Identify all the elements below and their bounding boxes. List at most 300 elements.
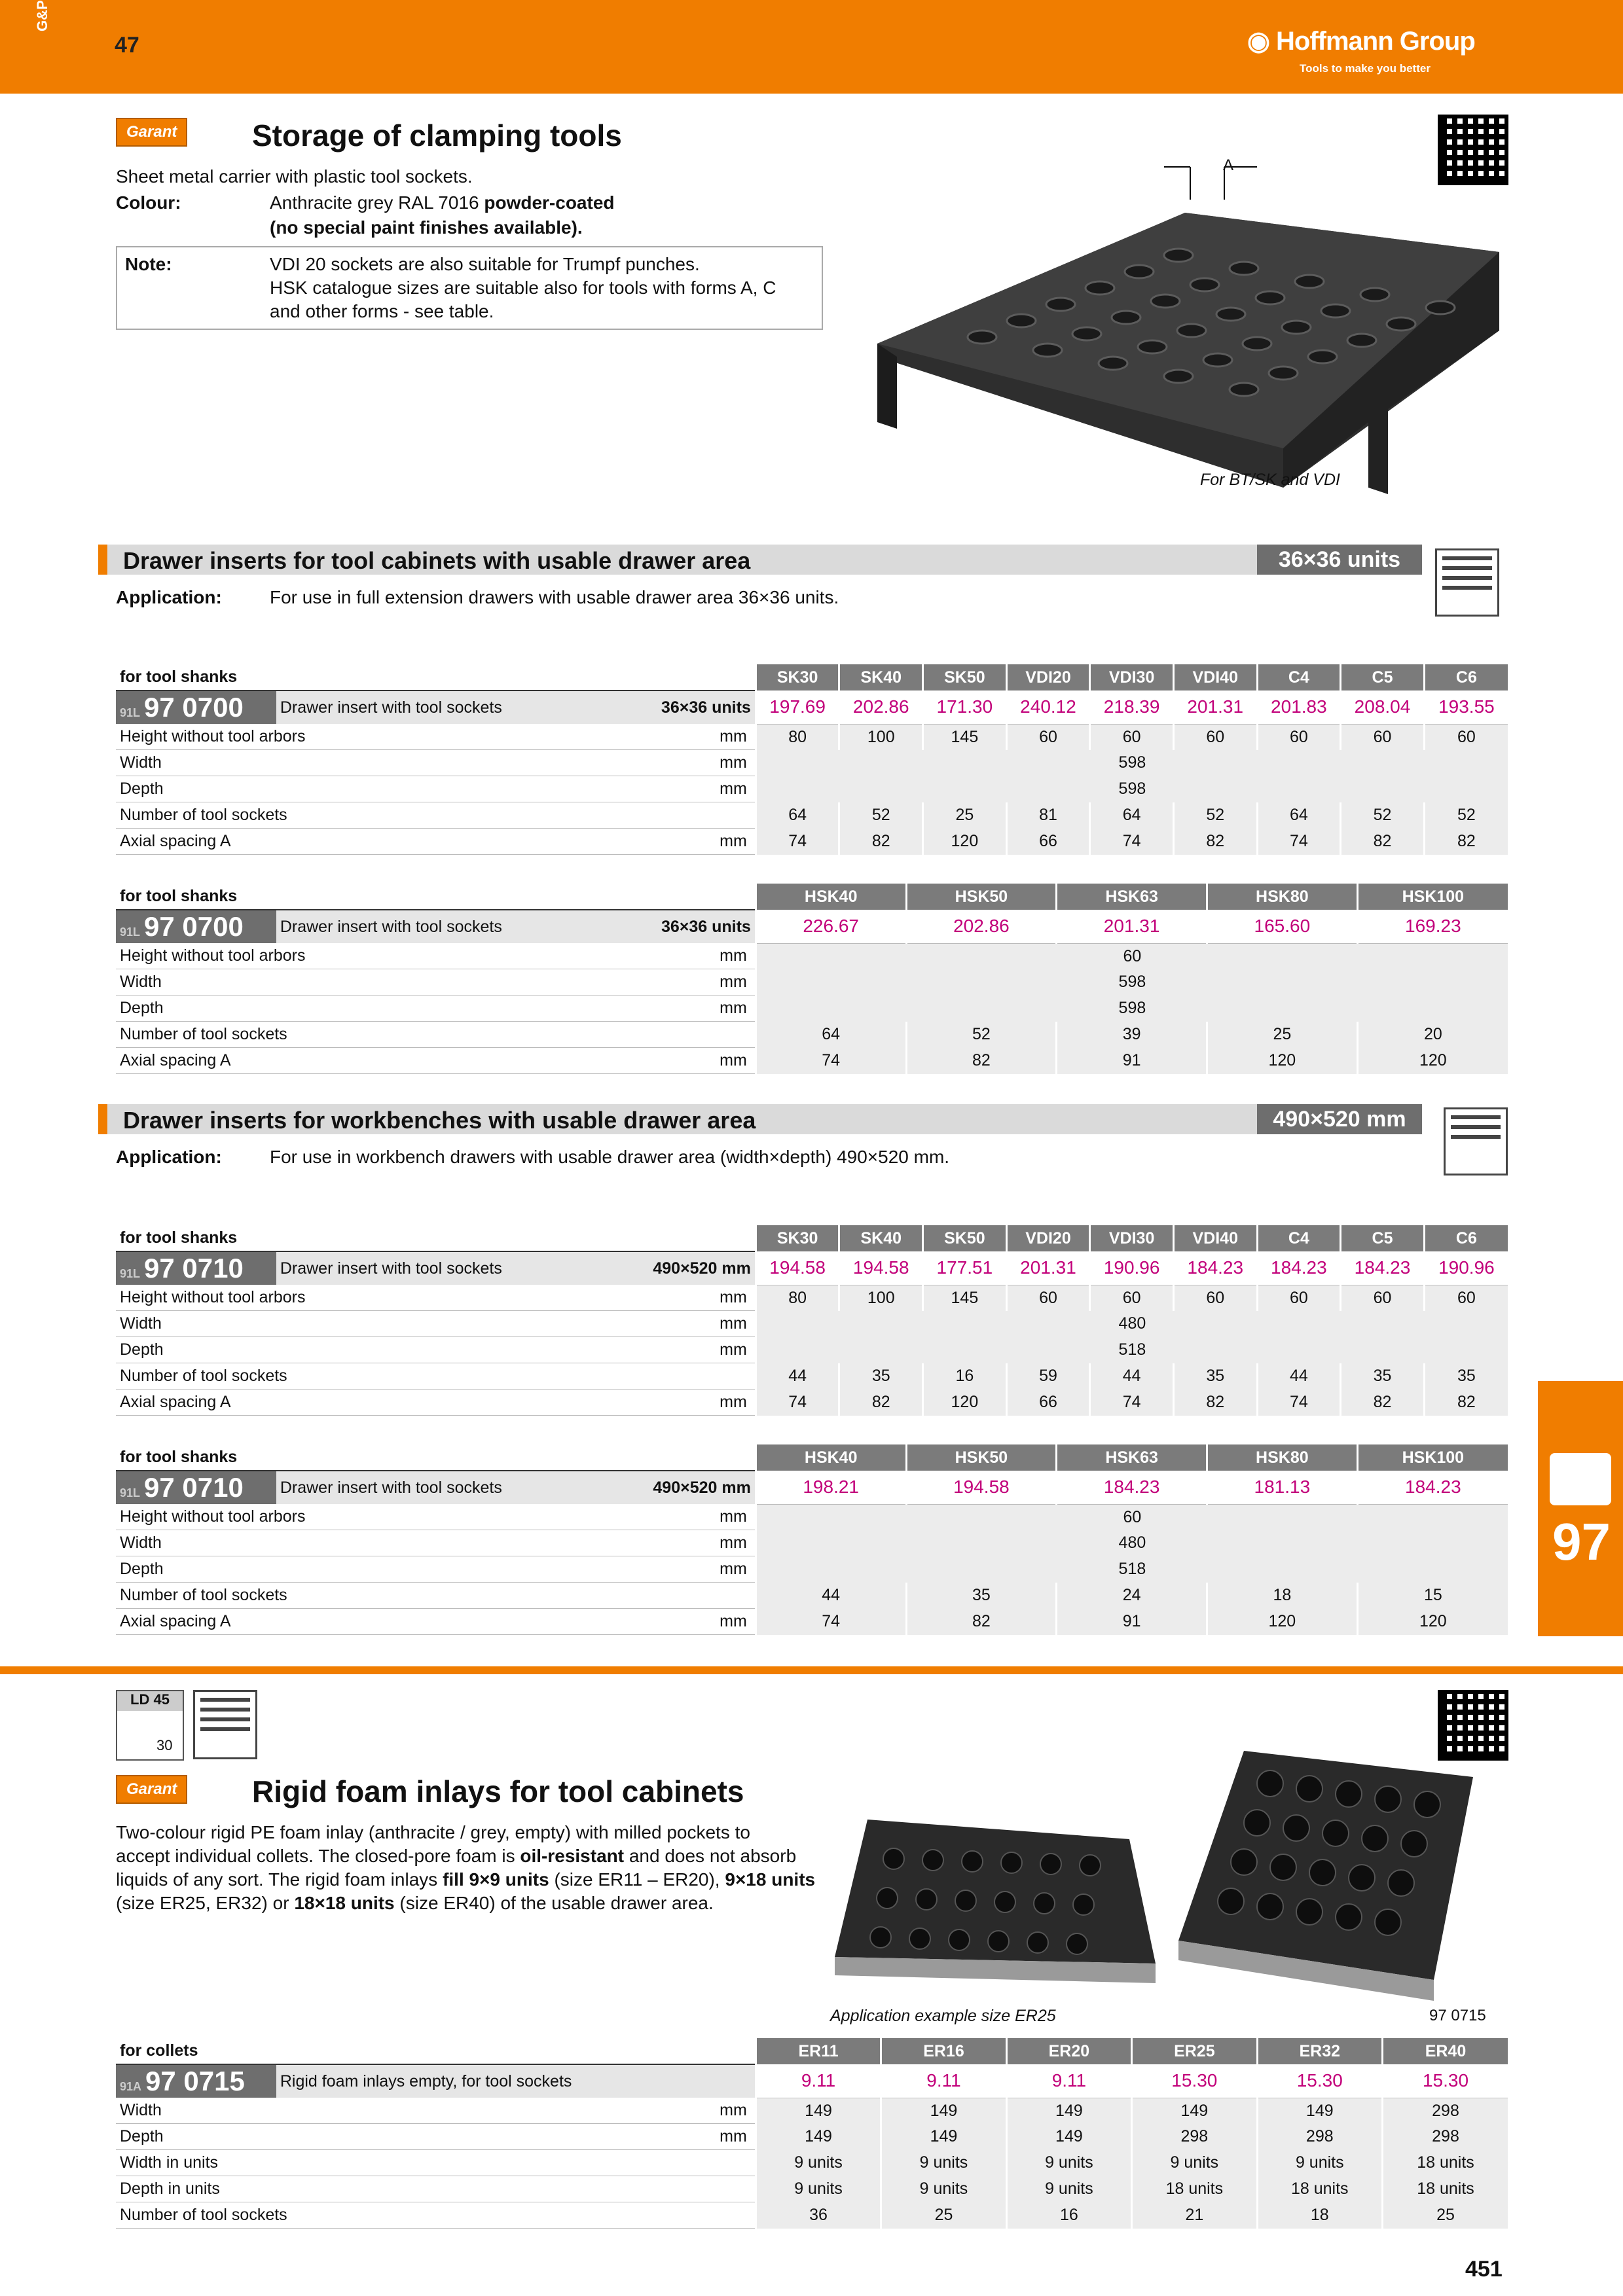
- spec-label: Width: [116, 750, 637, 776]
- spec-label: Width: [116, 1311, 637, 1337]
- spec-value: 35: [1424, 1363, 1508, 1390]
- article-row[interactable]: [116, 1251, 1508, 1285]
- spec-value: 39: [1057, 1022, 1207, 1048]
- spec-value: 518: [756, 1337, 1508, 1363]
- column-header: HSK40: [756, 1444, 906, 1471]
- unit-box-cabinet: 36×36 units: [1257, 545, 1422, 575]
- price-cell[interactable]: 15.30: [1257, 2064, 1382, 2098]
- column-header: C4: [1257, 1225, 1341, 1251]
- column-header: HSK40: [756, 884, 906, 910]
- spec-value: 100: [839, 724, 923, 750]
- price-cell[interactable]: 184.23: [1057, 1471, 1207, 1504]
- article-row[interactable]: [116, 2064, 1508, 2098]
- spec-value: 298: [1132, 2124, 1257, 2150]
- article-description: Drawer insert with tool sockets: [276, 1251, 637, 1285]
- spec-row: [116, 750, 1508, 776]
- caption-application-example: Application example size ER25: [830, 2007, 1056, 2025]
- spec-row: [116, 1530, 1508, 1556]
- article-size: 490×520 mm: [637, 1471, 756, 1504]
- tagline: Tools to make you better: [1300, 62, 1431, 75]
- article-number-cell[interactable]: [116, 2064, 276, 2098]
- spec-row: [116, 724, 1508, 750]
- price-cell[interactable]: 194.58: [839, 1251, 923, 1285]
- spec-unit: mm: [637, 1390, 756, 1416]
- price-cell[interactable]: 226.67: [756, 910, 906, 943]
- spec-unit: [637, 2202, 756, 2229]
- spec-row: [116, 829, 1508, 855]
- spec-value: 52: [906, 1022, 1057, 1048]
- price-cell[interactable]: 184.23: [1173, 1251, 1257, 1285]
- spec-label: Axial spacing A: [116, 1609, 637, 1635]
- spec-unit: mm: [637, 2098, 756, 2124]
- header-page-number: 47: [115, 33, 139, 58]
- spec-unit: [637, 802, 756, 829]
- spec-row: [116, 1390, 1508, 1416]
- spec-value: 18 units: [1383, 2176, 1508, 2202]
- spec-unit: mm: [637, 1337, 756, 1363]
- spec-value: 60: [1257, 724, 1341, 750]
- spec-value: 80: [756, 1285, 839, 1311]
- spec-label: Height without tool arbors: [116, 943, 637, 969]
- spec-value: 35: [1341, 1363, 1425, 1390]
- spec-value: 298: [1383, 2098, 1508, 2124]
- column-header: ER40: [1383, 2038, 1508, 2064]
- article-size: 490×520 mm: [637, 1251, 756, 1285]
- foam-description: Two-colour rigid PE foam inlay (anthracite / grey, empty) with milled pockets to accept individual collets. The closed-pore foam is oil-resistant and does not absorb liquids of any sort. The rigid foam inlays fill 9×9 units (size ER11 – ER20), 9×18 units (size ER25, ER32) or 18×18 units (size ER40) of the usable drawer area.: [116, 1822, 816, 1913]
- column-header: VDI40: [1173, 664, 1257, 691]
- spec-table-foam: [116, 2038, 1508, 2229]
- spec-label: Depth: [116, 1337, 637, 1363]
- spec-value: 16: [1006, 2202, 1131, 2229]
- spec-value: 18 units: [1132, 2176, 1257, 2202]
- spec-value: 9 units: [1006, 2150, 1131, 2176]
- spec-value: 15: [1357, 1583, 1508, 1609]
- spec-value: 598: [756, 776, 1508, 802]
- caption-article-number: 97 0715: [1429, 2007, 1486, 2024]
- spec-unit: mm: [637, 1048, 756, 1074]
- spec-table-cabinet-hsk: [116, 884, 1508, 1074]
- spec-table-workbench-sk: [116, 1225, 1508, 1416]
- section-title-storage: Storage of clamping tools: [252, 118, 622, 152]
- spec-value: 82: [1341, 1390, 1425, 1416]
- spec-value: 36: [756, 2202, 881, 2229]
- column-header: SK30: [756, 664, 839, 691]
- spec-value: 74: [756, 1609, 906, 1635]
- spec-row: [116, 996, 1508, 1022]
- spec-value: 35: [839, 1363, 923, 1390]
- column-header: SK50: [923, 1225, 1007, 1251]
- spec-row: [116, 802, 1508, 829]
- spec-value: 52: [839, 802, 923, 829]
- column-header: C4: [1257, 664, 1341, 691]
- spec-value: 66: [1006, 829, 1090, 855]
- table-header-label: for tool shanks: [116, 1225, 756, 1251]
- column-header: HSK80: [1207, 1444, 1357, 1471]
- garant-brand-logo: Garant: [116, 118, 187, 147]
- section-title-foam: Rigid foam inlays for tool cabinets: [252, 1774, 744, 1808]
- column-header: HSK50: [906, 1444, 1057, 1471]
- note-label: Note:: [125, 254, 172, 274]
- article-number: 97 0715: [145, 2066, 245, 2096]
- colour-text: Anthracite grey RAL 7016 powder-coated: [270, 192, 615, 213]
- price-cell[interactable]: 181.13: [1207, 1471, 1357, 1504]
- logo-icon: ◉: [1247, 27, 1277, 56]
- price-cell[interactable]: 201.31: [1057, 910, 1207, 943]
- price-cell[interactable]: 9.11: [756, 2064, 881, 2098]
- spec-label: Number of tool sockets: [116, 1363, 637, 1390]
- spec-value: 16: [923, 1363, 1007, 1390]
- spec-label: Axial spacing A: [116, 829, 637, 855]
- spec-row: [116, 2150, 1508, 2176]
- application-label-workbench: Application:: [116, 1147, 222, 1167]
- price-cell[interactable]: 240.12: [1006, 691, 1090, 724]
- spec-unit: mm: [637, 1285, 756, 1311]
- column-header: VDI40: [1173, 1225, 1257, 1251]
- section-title-workbench: Drawer inserts for workbenches with usable drawer area: [123, 1107, 756, 1134]
- column-header: VDI30: [1090, 1225, 1174, 1251]
- spec-row: [116, 776, 1508, 802]
- ld-badge-icon: [116, 1690, 184, 1761]
- spec-value: 74: [756, 1390, 839, 1416]
- column-header: SK50: [923, 664, 1007, 691]
- spec-label: Width: [116, 1530, 637, 1556]
- spec-value: 60: [756, 1504, 1508, 1530]
- spec-row: [116, 2098, 1508, 2124]
- spec-value: 120: [1207, 1048, 1357, 1074]
- spec-row: [116, 1504, 1508, 1530]
- section-divider: [0, 1666, 1623, 1674]
- note-line-2: HSK catalogue sizes are suitable also for tools with forms A, C: [270, 278, 776, 298]
- spec-value: 82: [839, 829, 923, 855]
- price-cell[interactable]: 202.86: [839, 691, 923, 724]
- spec-value: 9 units: [1006, 2176, 1131, 2202]
- spec-unit: mm: [637, 776, 756, 802]
- column-header: ER20: [1006, 2038, 1131, 2064]
- column-header: ER16: [881, 2038, 1006, 2064]
- column-header: ER11: [756, 2038, 881, 2064]
- spec-value: 82: [1424, 829, 1508, 855]
- spec-label: Axial spacing A: [116, 1048, 637, 1074]
- note-line-3: and other forms - see table.: [270, 301, 494, 321]
- spec-value: 145: [923, 724, 1007, 750]
- article-row[interactable]: [116, 910, 1508, 943]
- spec-value: 9 units: [881, 2150, 1006, 2176]
- article-number-cell[interactable]: [116, 1251, 276, 1285]
- note-box: [116, 246, 823, 330]
- section-accent: [98, 1104, 107, 1134]
- price-cell[interactable]: 15.30: [1132, 2064, 1257, 2098]
- article-row[interactable]: [116, 691, 1508, 724]
- column-header: HSK80: [1207, 884, 1357, 910]
- spec-value: 91: [1057, 1609, 1207, 1635]
- spec-value: 149: [881, 2124, 1006, 2150]
- spec-label: Number of tool sockets: [116, 1022, 637, 1048]
- spec-value: 24: [1057, 1583, 1207, 1609]
- spec-value: 81: [1006, 802, 1090, 829]
- price-cell[interactable]: 177.51: [923, 1251, 1007, 1285]
- spec-value: 74: [1090, 1390, 1174, 1416]
- spec-value: 60: [1090, 724, 1174, 750]
- spec-unit: mm: [637, 1504, 756, 1530]
- top-bar: [0, 0, 1623, 94]
- price-cell[interactable]: 184.23: [1341, 1251, 1425, 1285]
- spec-value: 44: [756, 1363, 839, 1390]
- column-header: SK30: [756, 1225, 839, 1251]
- spec-unit: [637, 1363, 756, 1390]
- spec-value: 149: [1006, 2124, 1131, 2150]
- spec-value: 9 units: [1257, 2150, 1382, 2176]
- spec-value: 120: [1357, 1048, 1508, 1074]
- spec-row: [116, 1337, 1508, 1363]
- spec-value: 25: [1383, 2202, 1508, 2229]
- unit-box-workbench: 490×520 mm: [1257, 1104, 1422, 1134]
- table-header-label: for tool shanks: [116, 664, 756, 691]
- colour-note: (no special paint finishes available).: [270, 217, 583, 238]
- price-cell[interactable]: 9.11: [1006, 2064, 1131, 2098]
- price-cell[interactable]: 190.96: [1090, 1251, 1174, 1285]
- spec-value: 18 units: [1257, 2176, 1382, 2202]
- spec-value: 82: [839, 1390, 923, 1416]
- drawer-cabinet-icon: [1435, 548, 1499, 617]
- spec-label: Height without tool arbors: [116, 1285, 637, 1311]
- spec-row: [116, 969, 1508, 996]
- price-cell[interactable]: 194.58: [756, 1251, 839, 1285]
- price-cell[interactable]: 190.96: [1424, 1251, 1508, 1285]
- price-cell[interactable]: 201.31: [1173, 691, 1257, 724]
- spec-unit: mm: [637, 829, 756, 855]
- article-number-cell[interactable]: [116, 1471, 276, 1504]
- price-cell[interactable]: 193.55: [1424, 691, 1508, 724]
- price-cell[interactable]: 169.23: [1357, 910, 1508, 943]
- spec-value: 120: [923, 829, 1007, 855]
- spec-label: Depth: [116, 1556, 637, 1583]
- spec-row: [116, 1048, 1508, 1074]
- spec-label: Number of tool sockets: [116, 1583, 637, 1609]
- article-number: 97 0700: [144, 911, 244, 942]
- price-cell[interactable]: 194.58: [906, 1471, 1057, 1504]
- spec-value: 598: [756, 969, 1508, 996]
- spec-value: 59: [1006, 1363, 1090, 1390]
- spec-value: 120: [923, 1390, 1007, 1416]
- price-cell[interactable]: 9.11: [881, 2064, 1006, 2098]
- column-header: C5: [1341, 664, 1425, 691]
- column-header: VDI30: [1090, 664, 1174, 691]
- article-number: 97 0710: [144, 1472, 244, 1503]
- spec-value: 91: [1057, 1048, 1207, 1074]
- spec-value: 44: [756, 1583, 906, 1609]
- spec-unit: mm: [637, 996, 756, 1022]
- spec-unit: mm: [637, 969, 756, 996]
- article-prefix: 91L: [120, 1486, 141, 1499]
- article-description: Drawer insert with tool sockets: [276, 1471, 637, 1504]
- spec-unit: mm: [637, 724, 756, 750]
- spec-label: Width: [116, 969, 637, 996]
- spec-value: 74: [1090, 829, 1174, 855]
- spec-unit: [637, 2176, 756, 2202]
- spec-row: [116, 2176, 1508, 2202]
- spec-value: 60: [1006, 724, 1090, 750]
- spec-label: Number of tool sockets: [116, 802, 637, 829]
- hoffmann-logo[interactable]: ◉ Hoffmann Group: [1247, 27, 1475, 56]
- footer-page-number: 451: [1465, 2257, 1503, 2282]
- price-cell[interactable]: 208.04: [1341, 691, 1425, 724]
- spec-value: 60: [756, 943, 1508, 969]
- column-header: VDI20: [1006, 664, 1090, 691]
- colour-label: Colour:: [116, 192, 181, 213]
- garant-brand-logo-foam: Garant: [116, 1775, 187, 1804]
- article-number-cell[interactable]: [116, 691, 276, 724]
- spec-value: 60: [1006, 1285, 1090, 1311]
- spec-value: 60: [1341, 724, 1425, 750]
- ld-number: 30: [156, 1737, 173, 1753]
- spec-value: 60: [1424, 724, 1508, 750]
- table-header-label: for tool shanks: [116, 1444, 756, 1471]
- dimension-a-label: A: [1223, 156, 1234, 174]
- spec-value: 25: [881, 2202, 1006, 2229]
- spec-value: 480: [756, 1311, 1508, 1337]
- spec-value: 60: [1341, 1285, 1425, 1311]
- price-cell[interactable]: 201.83: [1257, 691, 1341, 724]
- price-cell[interactable]: 202.86: [906, 910, 1057, 943]
- spec-row: [116, 1363, 1508, 1390]
- price-cell[interactable]: 198.21: [756, 1471, 906, 1504]
- spec-value: 18: [1207, 1583, 1357, 1609]
- section-bar-workbench: [98, 1104, 1257, 1134]
- spec-value: 21: [1132, 2202, 1257, 2229]
- category-code: G&P: [34, 0, 50, 31]
- spec-value: 82: [1341, 829, 1425, 855]
- spec-value: 100: [839, 1285, 923, 1311]
- price-cell[interactable]: 218.39: [1090, 691, 1174, 724]
- chapter-number: 97: [1552, 1513, 1611, 1571]
- spec-value: 82: [1173, 1390, 1257, 1416]
- spec-unit: [637, 1022, 756, 1048]
- spec-value: 80: [756, 724, 839, 750]
- spec-label: Depth: [116, 996, 637, 1022]
- spec-unit: [637, 1583, 756, 1609]
- column-header: C6: [1424, 1225, 1508, 1251]
- price-cell[interactable]: 197.69: [756, 691, 839, 724]
- spec-row: [116, 943, 1508, 969]
- table-header-row: [116, 664, 1508, 691]
- spec-value: 9 units: [1132, 2150, 1257, 2176]
- spec-value: 60: [1173, 724, 1257, 750]
- article-size: 36×36 units: [637, 691, 756, 724]
- spec-unit: mm: [637, 943, 756, 969]
- spec-value: 52: [1173, 802, 1257, 829]
- article-description: Drawer insert with tool sockets: [276, 910, 637, 943]
- spec-value: 149: [756, 2098, 881, 2124]
- spec-unit: mm: [637, 1311, 756, 1337]
- table-header-row: [116, 884, 1508, 910]
- column-header: HSK63: [1057, 884, 1207, 910]
- article-number-cell[interactable]: [116, 910, 276, 943]
- application-label-cabinet: Application:: [116, 587, 222, 607]
- price-cell[interactable]: 184.23: [1357, 1471, 1508, 1504]
- spec-unit: mm: [637, 2124, 756, 2150]
- drawer-workbench-icon: [1444, 1107, 1508, 1175]
- price-cell[interactable]: 171.30: [923, 691, 1007, 724]
- chapter-icon: [1550, 1453, 1611, 1505]
- spec-row: [116, 1285, 1508, 1311]
- spec-label: Height without tool arbors: [116, 724, 637, 750]
- spec-value: 598: [756, 996, 1508, 1022]
- price-cell[interactable]: 201.31: [1006, 1251, 1090, 1285]
- spec-value: 149: [756, 2124, 881, 2150]
- spec-unit: [637, 2150, 756, 2176]
- spec-label: Height without tool arbors: [116, 1504, 637, 1530]
- article-number: 97 0710: [144, 1253, 244, 1283]
- spec-value: 518: [756, 1556, 1508, 1583]
- column-header: VDI20: [1006, 1225, 1090, 1251]
- spec-value: 145: [923, 1285, 1007, 1311]
- spec-unit: mm: [637, 750, 756, 776]
- spec-label: Number of tool sockets: [116, 2202, 637, 2229]
- spec-value: 64: [1257, 802, 1341, 829]
- column-header: C5: [1341, 1225, 1425, 1251]
- table-header-label: for tool shanks: [116, 884, 756, 910]
- spec-table-cabinet-sk: [116, 664, 1508, 855]
- application-text-workbench: For use in workbench drawers with usable drawer area (width×depth) 490×520 mm.: [270, 1147, 950, 1167]
- spec-value: 9 units: [756, 2176, 881, 2202]
- spec-label: Width in units: [116, 2150, 637, 2176]
- foam-inlay-er25-image: [828, 1806, 1169, 2003]
- spec-value: 149: [1132, 2098, 1257, 2124]
- spec-value: 20: [1357, 1022, 1508, 1048]
- spec-label: Axial spacing A: [116, 1390, 637, 1416]
- spec-value: 25: [923, 802, 1007, 829]
- column-header: C6: [1424, 664, 1508, 691]
- table-header-row: [116, 1444, 1508, 1471]
- table-header-row: [116, 1225, 1508, 1251]
- spec-unit: mm: [637, 1530, 756, 1556]
- spec-value: 35: [906, 1583, 1057, 1609]
- column-header: ER25: [1132, 2038, 1257, 2064]
- article-row[interactable]: [116, 1471, 1508, 1504]
- article-prefix: 91A: [120, 2080, 142, 2093]
- spec-label: Depth in units: [116, 2176, 637, 2202]
- column-header: SK40: [839, 664, 923, 691]
- spec-label: Depth: [116, 2124, 637, 2150]
- article-description: Rigid foam inlays empty, for tool sockets: [276, 2064, 637, 2098]
- article-size: 36×36 units: [637, 910, 756, 943]
- spec-unit: mm: [637, 1556, 756, 1583]
- spec-value: 480: [756, 1530, 1508, 1556]
- chapter-side-tab[interactable]: [1538, 1381, 1623, 1636]
- column-header: ER32: [1257, 2038, 1382, 2064]
- spec-label: Depth: [116, 776, 637, 802]
- foam-drawer-icon: [193, 1690, 257, 1759]
- spec-value: 60: [1173, 1285, 1257, 1311]
- price-cell[interactable]: 184.23: [1257, 1251, 1341, 1285]
- spec-value: 149: [1257, 2098, 1382, 2124]
- spec-value: 64: [756, 1022, 906, 1048]
- spec-value: 598: [756, 750, 1508, 776]
- spec-value: 298: [1257, 2124, 1382, 2150]
- price-cell[interactable]: 165.60: [1207, 910, 1357, 943]
- spec-value: 52: [1424, 802, 1508, 829]
- spec-value: 74: [756, 1048, 906, 1074]
- spec-row: [116, 1311, 1508, 1337]
- spec-value: 9 units: [881, 2176, 1006, 2202]
- column-header: HSK50: [906, 884, 1057, 910]
- spec-unit: mm: [637, 1609, 756, 1635]
- table-header-row: [116, 2038, 1508, 2064]
- spec-row: [116, 1609, 1508, 1635]
- price-cell[interactable]: 15.30: [1383, 2064, 1508, 2098]
- spec-value: 25: [1207, 1022, 1357, 1048]
- spec-label: Width: [116, 2098, 637, 2124]
